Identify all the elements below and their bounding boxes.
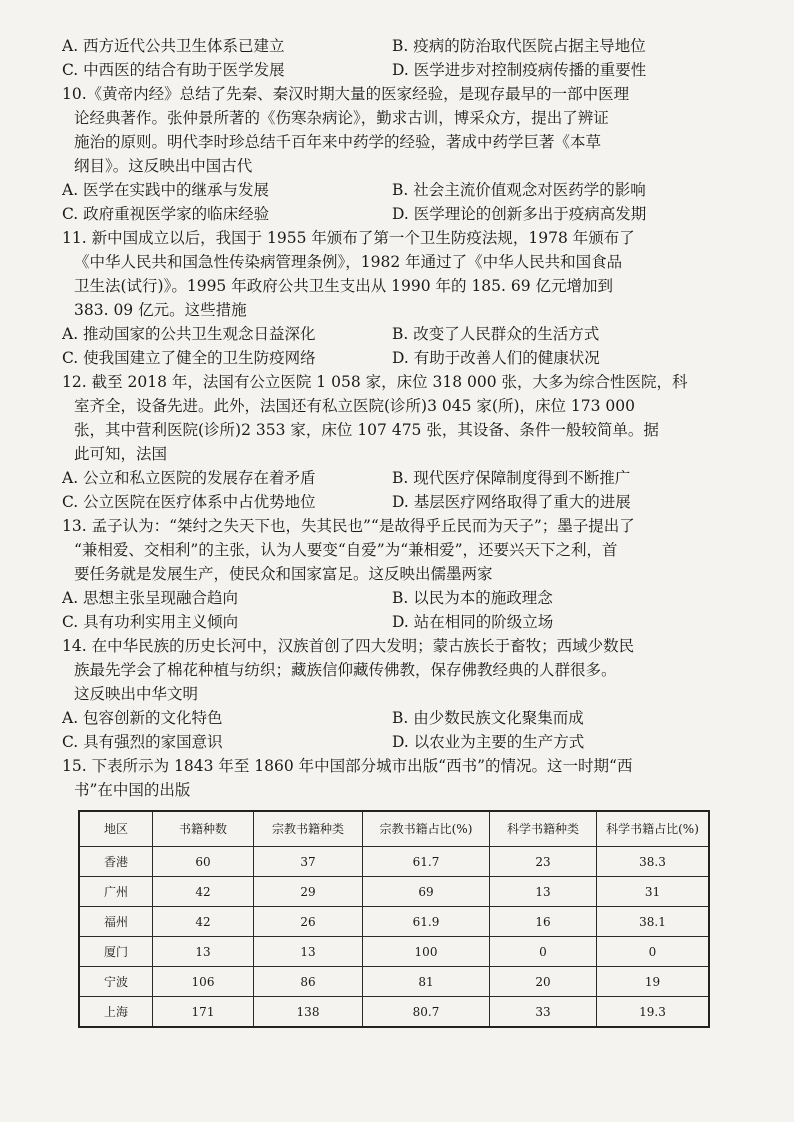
- q12-option-c: C. 公立医院在医疗体系中占优势地位: [62, 493, 316, 511]
- table-row: [79, 847, 709, 877]
- q9-option-d: D. 医学进步对控制疫病传播的重要性: [392, 61, 647, 79]
- question-stem-line: 卫生法(试行)》。1995 年政府公共卫生支出从 1990 年的 185. 69 亿元增加到: [74, 277, 614, 295]
- table-cell: 100: [363, 937, 490, 967]
- q10-option-d: D. 医学理论的创新多出于疫病高发期: [392, 205, 647, 223]
- table-cell: 60: [153, 847, 254, 877]
- q10-option-b: B. 社会主流价值观念对医药学的影响: [392, 181, 646, 199]
- table-cell: 16: [490, 907, 597, 937]
- q9-option-b: B. 疫病的防治取代医院占据主导地位: [392, 37, 646, 55]
- western-books-table: [78, 810, 710, 1028]
- q10-option-a: A. 医学在实践中的继承与发展: [62, 181, 270, 199]
- table-cell: 138: [254, 997, 363, 1028]
- header-science-share: 科学书籍占比(%): [597, 811, 710, 847]
- q9-options: [62, 34, 720, 82]
- header-religious-count: 宗教书籍种类: [254, 811, 363, 847]
- table-cell: 29: [254, 877, 363, 907]
- q14-option-d: D. 以农业为主要的生产方式: [392, 733, 585, 751]
- q13-option-d: D. 站在相同的阶级立场: [392, 613, 554, 631]
- table-cell: 42: [153, 907, 254, 937]
- table-cell: 广州: [79, 877, 153, 907]
- q9-option-a: A. 西方近代公共卫生体系已建立: [62, 37, 285, 55]
- table-cell: 33: [490, 997, 597, 1028]
- table-cell: 80.7: [363, 997, 490, 1028]
- question-stem-line: 要任务就是发展生产，使民众和国家富足。这反映出儒墨两家: [74, 565, 493, 583]
- q14-option-b: B. 由少数民族文化聚集而成: [392, 709, 584, 727]
- table-cell: 81: [363, 967, 490, 997]
- table-cell: 上海: [79, 997, 153, 1028]
- question-stem-line: 张，其中营利医院(诊所)2 353 家，床位 107 475 张，其设备、条件一般较简单。据: [74, 421, 659, 439]
- question-stem-line: 书”在中国的出版: [74, 781, 191, 799]
- table-cell: 13: [490, 877, 597, 907]
- table-row: [79, 877, 709, 907]
- q13-option-a: A. 思想主张呈现融合趋向: [62, 589, 239, 607]
- question-stem-line: 12. 截至 2018 年，法国有公立医院 1 058 家，床位 318 000 张，大多为综合性医院，科: [62, 373, 688, 391]
- q11-option-d: D. 有助于改善人们的健康状况: [392, 349, 600, 367]
- question-stem-line: 14. 在中华民族的历史长河中，汉族首创了四大发明；蒙古族长于畜牧；西域少数民: [62, 637, 635, 655]
- question-12: [62, 370, 720, 514]
- table-cell: 61.9: [363, 907, 490, 937]
- question-stem-line: 族最先学会了棉花种植与纺织；藏族信仰藏传佛教，保存佛教经典的人群很多。: [74, 661, 617, 679]
- table-cell: 37: [254, 847, 363, 877]
- table-cell: 23: [490, 847, 597, 877]
- table-row: [79, 997, 709, 1028]
- table-cell: 38.1: [597, 907, 710, 937]
- question-stem-line: 《中华人民共和国急性传染病管理条例》，1982 年通过了《中华人民共和国食品: [74, 253, 623, 271]
- question-10: [62, 82, 720, 226]
- q14-options: [62, 706, 720, 754]
- question-stem-line: 这反映出中华文明: [74, 685, 199, 703]
- question-stem-line: 10.《黄帝内经》总结了先秦、秦汉时期大量的医家经验，是现存最早的一部中医理: [62, 85, 630, 103]
- table-cell: 香港: [79, 847, 153, 877]
- table-cell: 38.3: [597, 847, 710, 877]
- table-cell: 13: [153, 937, 254, 967]
- q12-options: [62, 466, 720, 514]
- table-row: [79, 937, 709, 967]
- q11-option-a: A. 推动国家的公共卫生观念日益深化: [62, 325, 316, 343]
- q12-option-d: D. 基层医疗网络取得了重大的进展: [392, 493, 631, 511]
- question-stem-line: 15. 下表所示为 1843 年至 1860 年中国部分城市出版“西书”的情况。这一时期“西: [62, 757, 633, 775]
- table-row: [79, 967, 709, 997]
- q12-option-a: A. 公立和私立医院的发展存在着矛盾: [62, 469, 316, 487]
- question-stem-line: 此可知，法国: [74, 445, 168, 463]
- table-cell: 19: [597, 967, 710, 997]
- table-cell: 0: [597, 937, 710, 967]
- question-15: [62, 754, 720, 802]
- question-stem-line: 383. 09 亿元。这些措施: [74, 301, 247, 319]
- table-cell: 171: [153, 997, 254, 1028]
- q11-option-b: B. 改变了人民群众的生活方式: [392, 325, 600, 343]
- question-stem-line: 纲目》。这反映出中国古代: [74, 157, 253, 175]
- q14-option-a: A. 包容创新的文化特色: [62, 709, 223, 727]
- question-13: [62, 514, 720, 634]
- question-stem-line: 施治的原则。明代李时珍总结千百年来中药学的经验，著成中药学巨著《本草: [74, 133, 602, 151]
- q13-option-b: B. 以民为本的施政理念: [392, 589, 553, 607]
- table-cell: 86: [254, 967, 363, 997]
- table-cell: 61.7: [363, 847, 490, 877]
- table-header-row: [79, 811, 709, 847]
- table-cell: 宁波: [79, 967, 153, 997]
- q12-option-b: B. 现代医疗保障制度得到不断推广: [392, 469, 631, 487]
- question-11: [62, 226, 720, 370]
- table-cell: 42: [153, 877, 254, 907]
- table-row: [79, 907, 709, 937]
- header-science-count: 科学书籍种类: [490, 811, 597, 847]
- table-cell: 106: [153, 967, 254, 997]
- table-cell: 26: [254, 907, 363, 937]
- table-cell: 13: [254, 937, 363, 967]
- q13-option-c: C. 具有功利实用主义倾向: [62, 613, 239, 631]
- header-region: 地区: [79, 811, 153, 847]
- question-stem-line: 论经典著作。张仲景所著的《伤寒杂病论》，勤求古训，博采众方，提出了辨证: [74, 109, 609, 127]
- header-religious-share: 宗教书籍占比(%): [363, 811, 490, 847]
- table-cell: 厦门: [79, 937, 153, 967]
- question-stem-line: 11. 新中国成立以后，我国于 1955 年颁布了第一个卫生防疫法规，1978 年颁布了: [62, 229, 635, 247]
- table-cell: 31: [597, 877, 710, 907]
- table-cell: 0: [490, 937, 597, 967]
- table-cell: 20: [490, 967, 597, 997]
- table-cell: 福州: [79, 907, 153, 937]
- table-cell: 19.3: [597, 997, 710, 1028]
- question-stem-line: 13. 孟子认为：“桀纣之失天下也，失其民也”“是故得乎丘民而为天子”；墨子提出了: [62, 517, 635, 535]
- q10-option-c: C. 政府重视医学家的临床经验: [62, 205, 270, 223]
- question-stem-line: 室齐全，设备先进。此外，法国还有私立医院(诊所)3 045 家(所)，床位 173 000: [74, 397, 636, 415]
- table-cell: 69: [363, 877, 490, 907]
- q9-option-c: C. 中西医的结合有助于医学发展: [62, 61, 285, 79]
- question-stem-line: “兼相爱、交相利”的主张，认为人要变“自爱”为“兼相爱”，还要兴天下之利，首: [74, 541, 618, 559]
- q13-options: [62, 586, 720, 634]
- q14-option-c: C. 具有强烈的家国意识: [62, 733, 223, 751]
- q11-option-c: C. 使我国建立了健全的卫生防疫网络: [62, 349, 316, 367]
- q10-options: [62, 178, 720, 226]
- header-book-count: 书籍种数: [153, 811, 254, 847]
- q11-options: [62, 322, 720, 370]
- question-14: [62, 634, 720, 754]
